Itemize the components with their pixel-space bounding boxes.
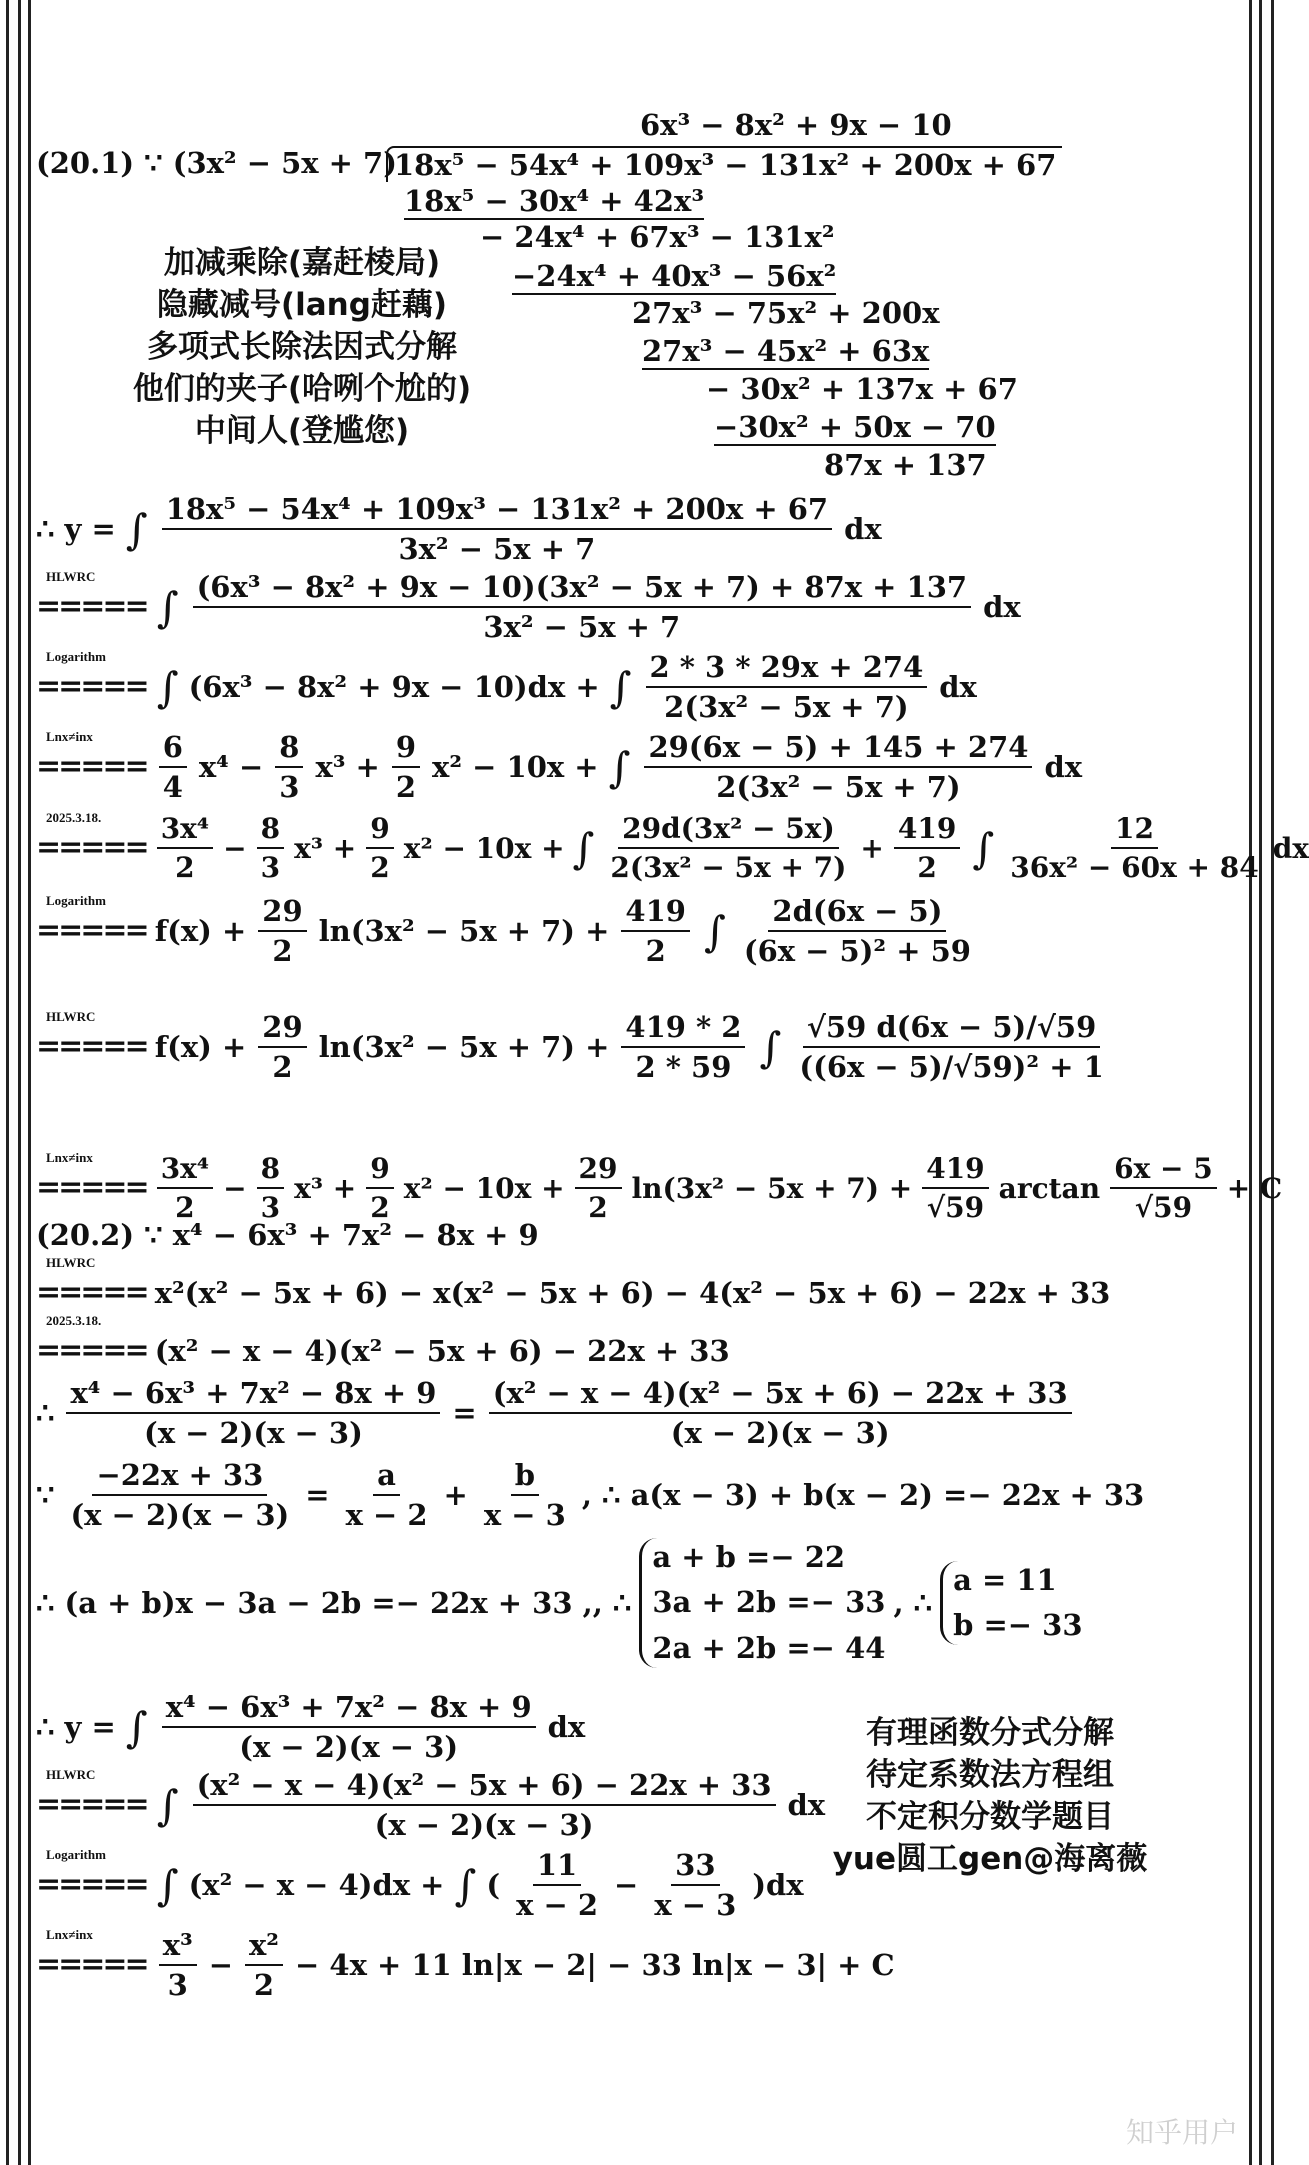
text: dx	[939, 670, 977, 704]
side-note-line: 不定积分数学题目	[866, 1799, 1114, 1835]
numerator: 9	[366, 1152, 393, 1189]
numerator: 2d(6x − 5)	[768, 894, 946, 932]
text: =====	[36, 1947, 147, 1982]
fraction	[894, 812, 960, 884]
text: f(x) +	[154, 1030, 247, 1064]
numerator: 18x⁵ − 54x⁴ + 109x³ − 131x² + 200x + 67	[162, 492, 832, 530]
side-note-line: 多项式长除法因式分解	[147, 329, 457, 365]
denominator: 36x² − 60x + 84	[1010, 851, 1259, 884]
integral-sign: ∫	[609, 662, 632, 712]
numerator: a	[373, 1458, 400, 1496]
division-step: 18x⁵ − 30x⁴ + 42x³	[404, 184, 705, 218]
text: =	[305, 1478, 330, 1512]
text: ln(3x² − 5x + 7) +	[318, 914, 610, 948]
fraction	[257, 1152, 284, 1224]
frame-line	[6, 0, 9, 2165]
text: =====	[36, 913, 147, 948]
fraction	[621, 1010, 745, 1084]
text: ∴ y =	[36, 1710, 116, 1744]
fraction	[644, 730, 1032, 804]
text: x²(x² − 5x + 6) − x(x² − 5x + 6) − 4(x² − 5x + 6) − 22x + 33	[154, 1276, 1111, 1310]
denominator: 2 * 59	[635, 1050, 732, 1084]
text: ln(3x² − 5x + 7) +	[631, 1171, 913, 1205]
fraction	[392, 730, 420, 804]
side-note-line: 加减乘除(嘉赶棱局)	[163, 245, 441, 281]
text: −	[223, 1171, 247, 1205]
numerator: b	[511, 1458, 539, 1496]
tag: Logarithm	[46, 1847, 106, 1862]
integral-sign: ∫	[125, 1702, 148, 1752]
denominator: 2	[645, 934, 666, 968]
fraction	[159, 730, 187, 804]
tag: Lnx≠inx	[46, 729, 93, 744]
fraction	[740, 894, 975, 968]
tag: HLWRC	[46, 569, 96, 584]
division-step: − 24x⁴ + 67x³ − 131x²	[480, 220, 835, 254]
tag: Lnx≠inx	[46, 1150, 93, 1165]
system-line: b =− 33	[953, 1607, 1083, 1642]
denominator: 2	[272, 1050, 293, 1084]
system-line: 3a + 2b =− 33	[652, 1585, 886, 1620]
tag: HLWRC	[46, 1009, 96, 1024]
numerator: 9	[366, 812, 393, 849]
numerator: 6x − 5	[1110, 1152, 1217, 1189]
integral-sign: ∫	[703, 906, 726, 956]
tag: Logarithm	[46, 893, 106, 908]
text: +	[443, 1478, 468, 1512]
fraction	[66, 1376, 440, 1450]
side-note-right	[787, 1712, 1190, 1880]
frame-line	[18, 0, 21, 2165]
numerator: 6	[159, 730, 187, 768]
p2-line-4	[36, 1376, 1076, 1450]
text: dx	[983, 590, 1021, 624]
division-step: 27x³ − 45x² + 63x	[642, 334, 930, 368]
denominator: 3	[279, 770, 300, 804]
equals-sign	[36, 729, 147, 784]
denominator: 2	[272, 934, 293, 968]
text: ln(3x² − 5x + 7) +	[318, 1030, 610, 1064]
integral-sign: ∫	[454, 1860, 477, 1910]
fraction	[66, 1458, 293, 1532]
text: x⁴ −	[198, 750, 264, 784]
numerator: (6x³ − 8x² + 9x − 10)(3x² − 5x + 7) + 87x + 137	[193, 570, 971, 608]
division-dividend: 18x⁵ − 54x⁴ + 109x³ − 131x² + 200x + 67	[386, 146, 1062, 182]
fraction	[193, 1768, 776, 1842]
numerator: 419	[922, 1152, 988, 1189]
text: (	[486, 1868, 501, 1902]
p1-line-3	[36, 650, 977, 724]
text: ∴ y =	[36, 512, 116, 546]
text: −	[614, 1868, 639, 1902]
numerator: x⁴ − 6x³ + 7x² − 8x + 9	[66, 1376, 440, 1414]
p2-line-2	[36, 1255, 1111, 1310]
text: (x² − x − 4)dx +	[188, 1868, 445, 1902]
p1-line-4	[36, 730, 1082, 804]
p1-line-8	[36, 1152, 1282, 1224]
denominator: (x − 2)(x − 3)	[70, 1498, 290, 1532]
denominator: x − 3	[654, 1888, 737, 1922]
equals-sign	[36, 893, 147, 948]
numerator: 8	[275, 730, 303, 768]
text: −	[208, 1948, 233, 1982]
fraction	[575, 1152, 622, 1224]
text: x² − 10x +	[432, 750, 599, 784]
denominator: 2	[588, 1191, 608, 1224]
frame-line	[1259, 0, 1262, 2165]
side-note-line: 待定系数法方程组	[866, 1757, 1114, 1793]
division-step: 27x³ − 75x² + 200x	[632, 296, 940, 330]
division-divisor: (20.1) ∵ (3x² − 5x + 7)	[36, 146, 397, 180]
denominator: (6x − 5)² + 59	[743, 934, 971, 968]
tag: Logarithm	[46, 649, 106, 664]
fraction	[366, 1152, 393, 1224]
fraction	[922, 1152, 988, 1224]
text: dx	[1044, 750, 1083, 784]
integral-sign: ∫	[156, 662, 179, 712]
fraction	[257, 812, 284, 884]
fraction	[489, 1376, 1072, 1450]
numerator: (x² − x − 4)(x² − 5x + 6) − 22x + 33	[193, 1768, 776, 1806]
p1-line-6	[36, 894, 979, 968]
fraction	[650, 1848, 740, 1922]
integral-sign: ∫	[972, 823, 995, 873]
text: =====	[36, 749, 147, 784]
integral-sign: ∫	[759, 1022, 782, 1072]
tag: 2025.3.18.	[46, 1313, 102, 1328]
division-step: −24x⁴ + 40x³ − 56x²	[512, 259, 837, 293]
numerator: 3x⁴	[157, 812, 213, 849]
numerator: 8	[257, 812, 284, 849]
denominator: ((6x − 5)/√59)² + 1	[799, 1050, 1104, 1084]
text: dx	[547, 1710, 586, 1744]
numerator: √59 d(6x − 5)/√59	[803, 1010, 1100, 1048]
division-step: − 30x² + 137x + 67	[706, 372, 1018, 406]
text: (20.2) ∵ x⁴ − 6x³ + 7x² − 8x + 9	[36, 1218, 539, 1252]
fraction	[606, 812, 850, 884]
text: (6x³ − 8x² + 9x − 10)dx +	[188, 670, 600, 704]
text: −	[223, 831, 247, 865]
denominator: x − 2	[516, 1888, 599, 1922]
equals-sign	[36, 810, 147, 865]
side-note-line: 他们的夹子(哈咧个尬的)	[132, 371, 472, 407]
text: ∵	[36, 1478, 55, 1512]
integral-sign: ∫	[156, 582, 179, 632]
side-note-line: 隐藏减号(lang赶藕)	[156, 287, 448, 323]
denominator: 2	[253, 1968, 275, 2002]
side-note-left	[92, 242, 512, 452]
denominator: 2	[175, 1191, 195, 1224]
text: =====	[36, 1170, 147, 1205]
text: =====	[36, 1867, 147, 1902]
frame-line	[1271, 0, 1274, 2165]
text: ∴ (a + b)x − 3a − 2b =− 22x + 33 ,, ∴	[36, 1586, 632, 1620]
division-remainder: 87x + 137	[824, 448, 987, 482]
text: arctan	[998, 1171, 1101, 1205]
side-note-line: 有理函数分式分解	[866, 1715, 1114, 1751]
equation-system	[639, 1538, 885, 1668]
fraction	[342, 1458, 432, 1532]
text: )dx	[752, 1868, 804, 1902]
fraction	[162, 492, 832, 566]
denominator: (x − 2)(x − 3)	[144, 1416, 363, 1450]
denominator: (x − 2)(x − 3)	[239, 1730, 459, 1764]
p2-line-10	[36, 1928, 895, 2002]
numerator: 3x⁴	[157, 1152, 213, 1189]
text: x³ +	[315, 750, 380, 784]
fraction	[159, 1928, 197, 2002]
denominator: √59	[926, 1191, 985, 1224]
denominator: x − 2	[345, 1498, 428, 1532]
watermark: 知乎用户	[1125, 2116, 1238, 2149]
tag: HLWRC	[46, 1255, 96, 1270]
fraction	[157, 812, 213, 884]
tag: HLWRC	[46, 1767, 96, 1782]
p2-line-6	[36, 1538, 1083, 1668]
denominator: 3x² − 5x + 7	[483, 610, 681, 644]
numerator: 29	[575, 1152, 622, 1189]
text: ∴	[36, 1396, 55, 1430]
text: =	[452, 1396, 477, 1430]
denominator: 2	[917, 851, 937, 884]
equals-sign	[36, 1255, 147, 1310]
numerator: 2 * 3 * 29x + 274	[646, 650, 928, 688]
numerator: x²	[245, 1928, 283, 1966]
p2-line-9	[36, 1848, 804, 1922]
numerator: 419	[621, 894, 690, 932]
division-quotient: 6x³ − 8x² + 9x − 10	[640, 108, 952, 142]
p2-line-8	[36, 1768, 825, 1842]
numerator: 29d(3x² − 5x)	[618, 812, 839, 849]
frame-line	[28, 0, 31, 2165]
numerator: x³	[159, 1928, 197, 1966]
numerator: x⁴ − 6x³ + 7x² − 8x + 9	[162, 1690, 536, 1728]
numerator: 12	[1111, 812, 1158, 849]
side-note-line: 中间人(登尴您)	[194, 413, 410, 449]
fraction	[162, 1690, 536, 1764]
text: − 4x + 11 ln|x − 2| − 33 ln|x − 3| + C	[295, 1948, 895, 1982]
equals-sign	[36, 569, 147, 624]
fraction	[245, 1928, 283, 2002]
numerator: 419	[894, 812, 960, 849]
numerator: 29	[258, 894, 306, 932]
text: =====	[36, 669, 147, 704]
text: , ∴ a(x − 3) + b(x − 2) =− 22x + 33	[581, 1478, 1145, 1512]
equals-sign	[36, 1313, 147, 1368]
denominator: 2(3x² − 5x + 7)	[716, 770, 961, 804]
denominator: √59	[1134, 1191, 1193, 1224]
denominator: 3	[260, 851, 281, 884]
fraction	[275, 730, 303, 804]
denominator: 2	[175, 851, 195, 884]
denominator: 2(3x² − 5x + 7)	[610, 851, 847, 884]
denominator: 4	[162, 770, 183, 804]
denominator: (x − 2)(x − 3)	[670, 1416, 890, 1450]
fraction	[258, 1010, 306, 1084]
p1-line-2	[36, 570, 1021, 644]
numerator: 8	[257, 1152, 284, 1189]
fraction	[646, 650, 928, 724]
numerator: 29	[258, 1010, 306, 1048]
equals-sign	[36, 1150, 147, 1205]
division-step: −30x² + 50x − 70	[714, 410, 996, 444]
fraction	[258, 894, 306, 968]
denominator: 3x² − 5x + 7	[398, 532, 596, 566]
text: , ∴	[893, 1586, 933, 1620]
fraction	[1110, 1152, 1217, 1224]
side-note-line: yue圆工gen@海离薇	[832, 1841, 1148, 1877]
text: dx	[844, 512, 882, 546]
system-line: 2a + 2b =− 44	[652, 1630, 886, 1665]
text: x² − 10x +	[403, 1171, 565, 1205]
denominator: x − 3	[483, 1498, 566, 1532]
text: =====	[36, 589, 147, 624]
system-line: a + b =− 22	[652, 1540, 846, 1574]
numerator: 33	[671, 1848, 719, 1886]
fraction	[193, 570, 971, 644]
equation-system	[940, 1561, 1082, 1645]
numerator: 9	[392, 730, 420, 768]
denominator: 2	[370, 1191, 390, 1224]
text: x³ +	[294, 831, 357, 865]
integral-sign: ∫	[156, 1780, 179, 1830]
text: + C	[1226, 1171, 1283, 1205]
tag: 2025.3.18.	[46, 810, 102, 825]
denominator: (x − 2)(x − 3)	[374, 1808, 594, 1842]
text: +	[860, 831, 884, 865]
p2-line-3	[36, 1313, 730, 1368]
text: =====	[36, 1333, 147, 1368]
text: =====	[36, 1275, 147, 1310]
frame-line	[1249, 0, 1252, 2165]
numerator: 11	[533, 1848, 581, 1886]
denominator: 3	[260, 1191, 281, 1224]
text: =====	[36, 830, 147, 865]
fraction	[480, 1458, 570, 1532]
p2-line-7	[36, 1690, 585, 1764]
denominator: 2	[370, 851, 390, 884]
text: x³ +	[294, 1171, 357, 1205]
text: f(x) +	[154, 914, 247, 948]
fraction	[366, 812, 393, 884]
text: (x² − x − 4)(x² − 5x + 6) − 22x + 33	[154, 1334, 730, 1368]
p2-line-1	[36, 1218, 539, 1252]
denominator: 2	[395, 770, 417, 804]
fraction	[157, 1152, 213, 1224]
integral-sign: ∫	[156, 1860, 179, 1910]
equals-sign	[36, 1009, 147, 1064]
text: x² − 10x +	[403, 831, 565, 865]
system-line: a = 11	[953, 1563, 1057, 1597]
text: =====	[36, 1787, 147, 1822]
tag: Lnx≠inx	[46, 1927, 93, 1942]
text: dx	[787, 1788, 826, 1822]
integral-sign: ∫	[608, 742, 631, 792]
denominator: 3	[167, 1968, 188, 2002]
integral-sign: ∫	[125, 504, 148, 554]
equals-sign	[36, 1767, 147, 1822]
p2-line-5	[36, 1458, 1144, 1532]
equals-sign	[36, 649, 147, 704]
p1-line-1	[36, 492, 882, 566]
numerator: (x² − x − 4)(x² − 5x + 6) − 22x + 33	[489, 1376, 1072, 1414]
denominator: 2(3x² − 5x + 7)	[664, 690, 909, 724]
p1-line-7	[36, 1010, 1112, 1084]
fraction	[1006, 812, 1262, 884]
fraction	[512, 1848, 602, 1922]
numerator: −22x + 33	[92, 1458, 267, 1496]
fraction	[795, 1010, 1107, 1084]
equals-sign	[36, 1847, 147, 1902]
p1-line-5	[36, 812, 1309, 884]
equals-sign	[36, 1927, 147, 1982]
fraction	[621, 894, 690, 968]
integral-sign: ∫	[572, 823, 595, 873]
numerator: 29(6x − 5) + 145 + 274	[644, 730, 1032, 768]
text: dx	[1272, 831, 1309, 865]
numerator: 419 * 2	[621, 1010, 745, 1048]
text: =====	[36, 1029, 147, 1064]
